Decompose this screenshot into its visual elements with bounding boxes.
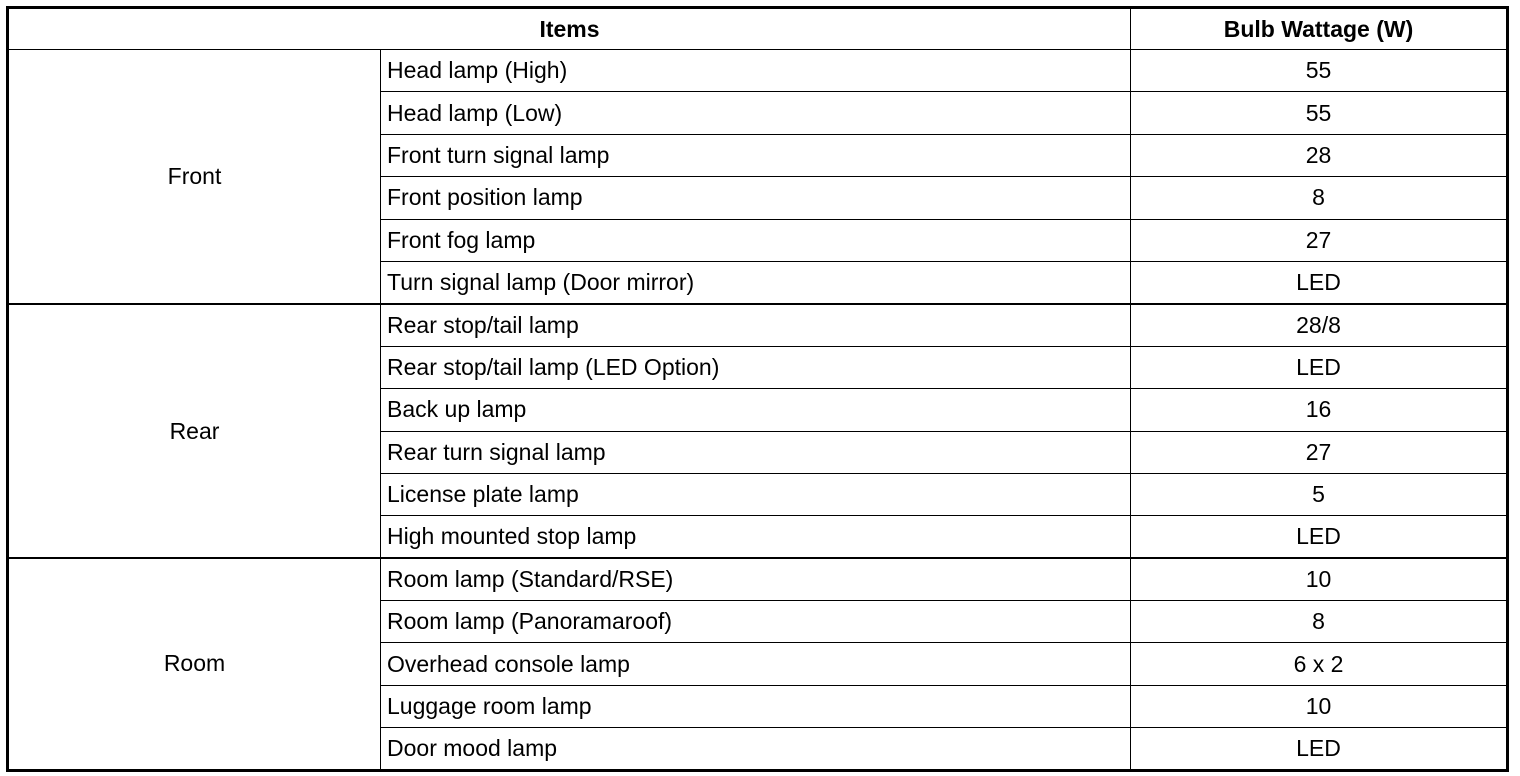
items-header: Items [8,8,1131,50]
table-row [8,50,1508,92]
item-cell: Rear turn signal lamp [381,431,1131,473]
wattage-cell: 5 [1131,473,1508,515]
wattage-cell: LED [1131,261,1508,303]
item-cell: Turn signal lamp (Door mirror) [381,261,1131,303]
table-row [8,558,1508,600]
wattage-cell: 6 x 2 [1131,643,1508,685]
wattage-cell: 55 [1131,92,1508,134]
item-cell: Room lamp (Standard/RSE) [381,558,1131,600]
wattage-cell: 28/8 [1131,304,1508,346]
item-cell: Head lamp (Low) [381,92,1131,134]
item-cell: High mounted stop lamp [381,516,1131,558]
item-cell: Head lamp (High) [381,50,1131,92]
group-front: Front [8,50,381,304]
item-cell: Door mood lamp [381,728,1131,770]
table-row [8,304,1508,346]
wattage-cell: 10 [1131,685,1508,727]
item-cell: Front position lamp [381,177,1131,219]
item-cell: Back up lamp [381,389,1131,431]
item-cell: Room lamp (Panoramaroof) [381,601,1131,643]
group-rear: Rear [8,304,381,558]
group-room: Room [8,558,381,770]
wattage-cell: LED [1131,516,1508,558]
item-cell: License plate lamp [381,473,1131,515]
header-row [8,8,1508,50]
wattage-cell: LED [1131,346,1508,388]
wattage-cell: 27 [1131,219,1508,261]
item-cell: Overhead console lamp [381,643,1131,685]
item-cell: Front turn signal lamp [381,134,1131,176]
wattage-header: Bulb Wattage (W) [1131,8,1508,50]
item-cell: Rear stop/tail lamp [381,304,1131,346]
wattage-cell: 28 [1131,134,1508,176]
item-cell: Luggage room lamp [381,685,1131,727]
wattage-cell: 27 [1131,431,1508,473]
bulb-wattage-table [6,6,1509,772]
wattage-cell: 8 [1131,177,1508,219]
wattage-cell: 8 [1131,601,1508,643]
wattage-cell: LED [1131,728,1508,770]
wattage-cell: 16 [1131,389,1508,431]
wattage-cell: 10 [1131,558,1508,600]
wattage-cell: 55 [1131,50,1508,92]
item-cell: Front fog lamp [381,219,1131,261]
item-cell: Rear stop/tail lamp (LED Option) [381,346,1131,388]
